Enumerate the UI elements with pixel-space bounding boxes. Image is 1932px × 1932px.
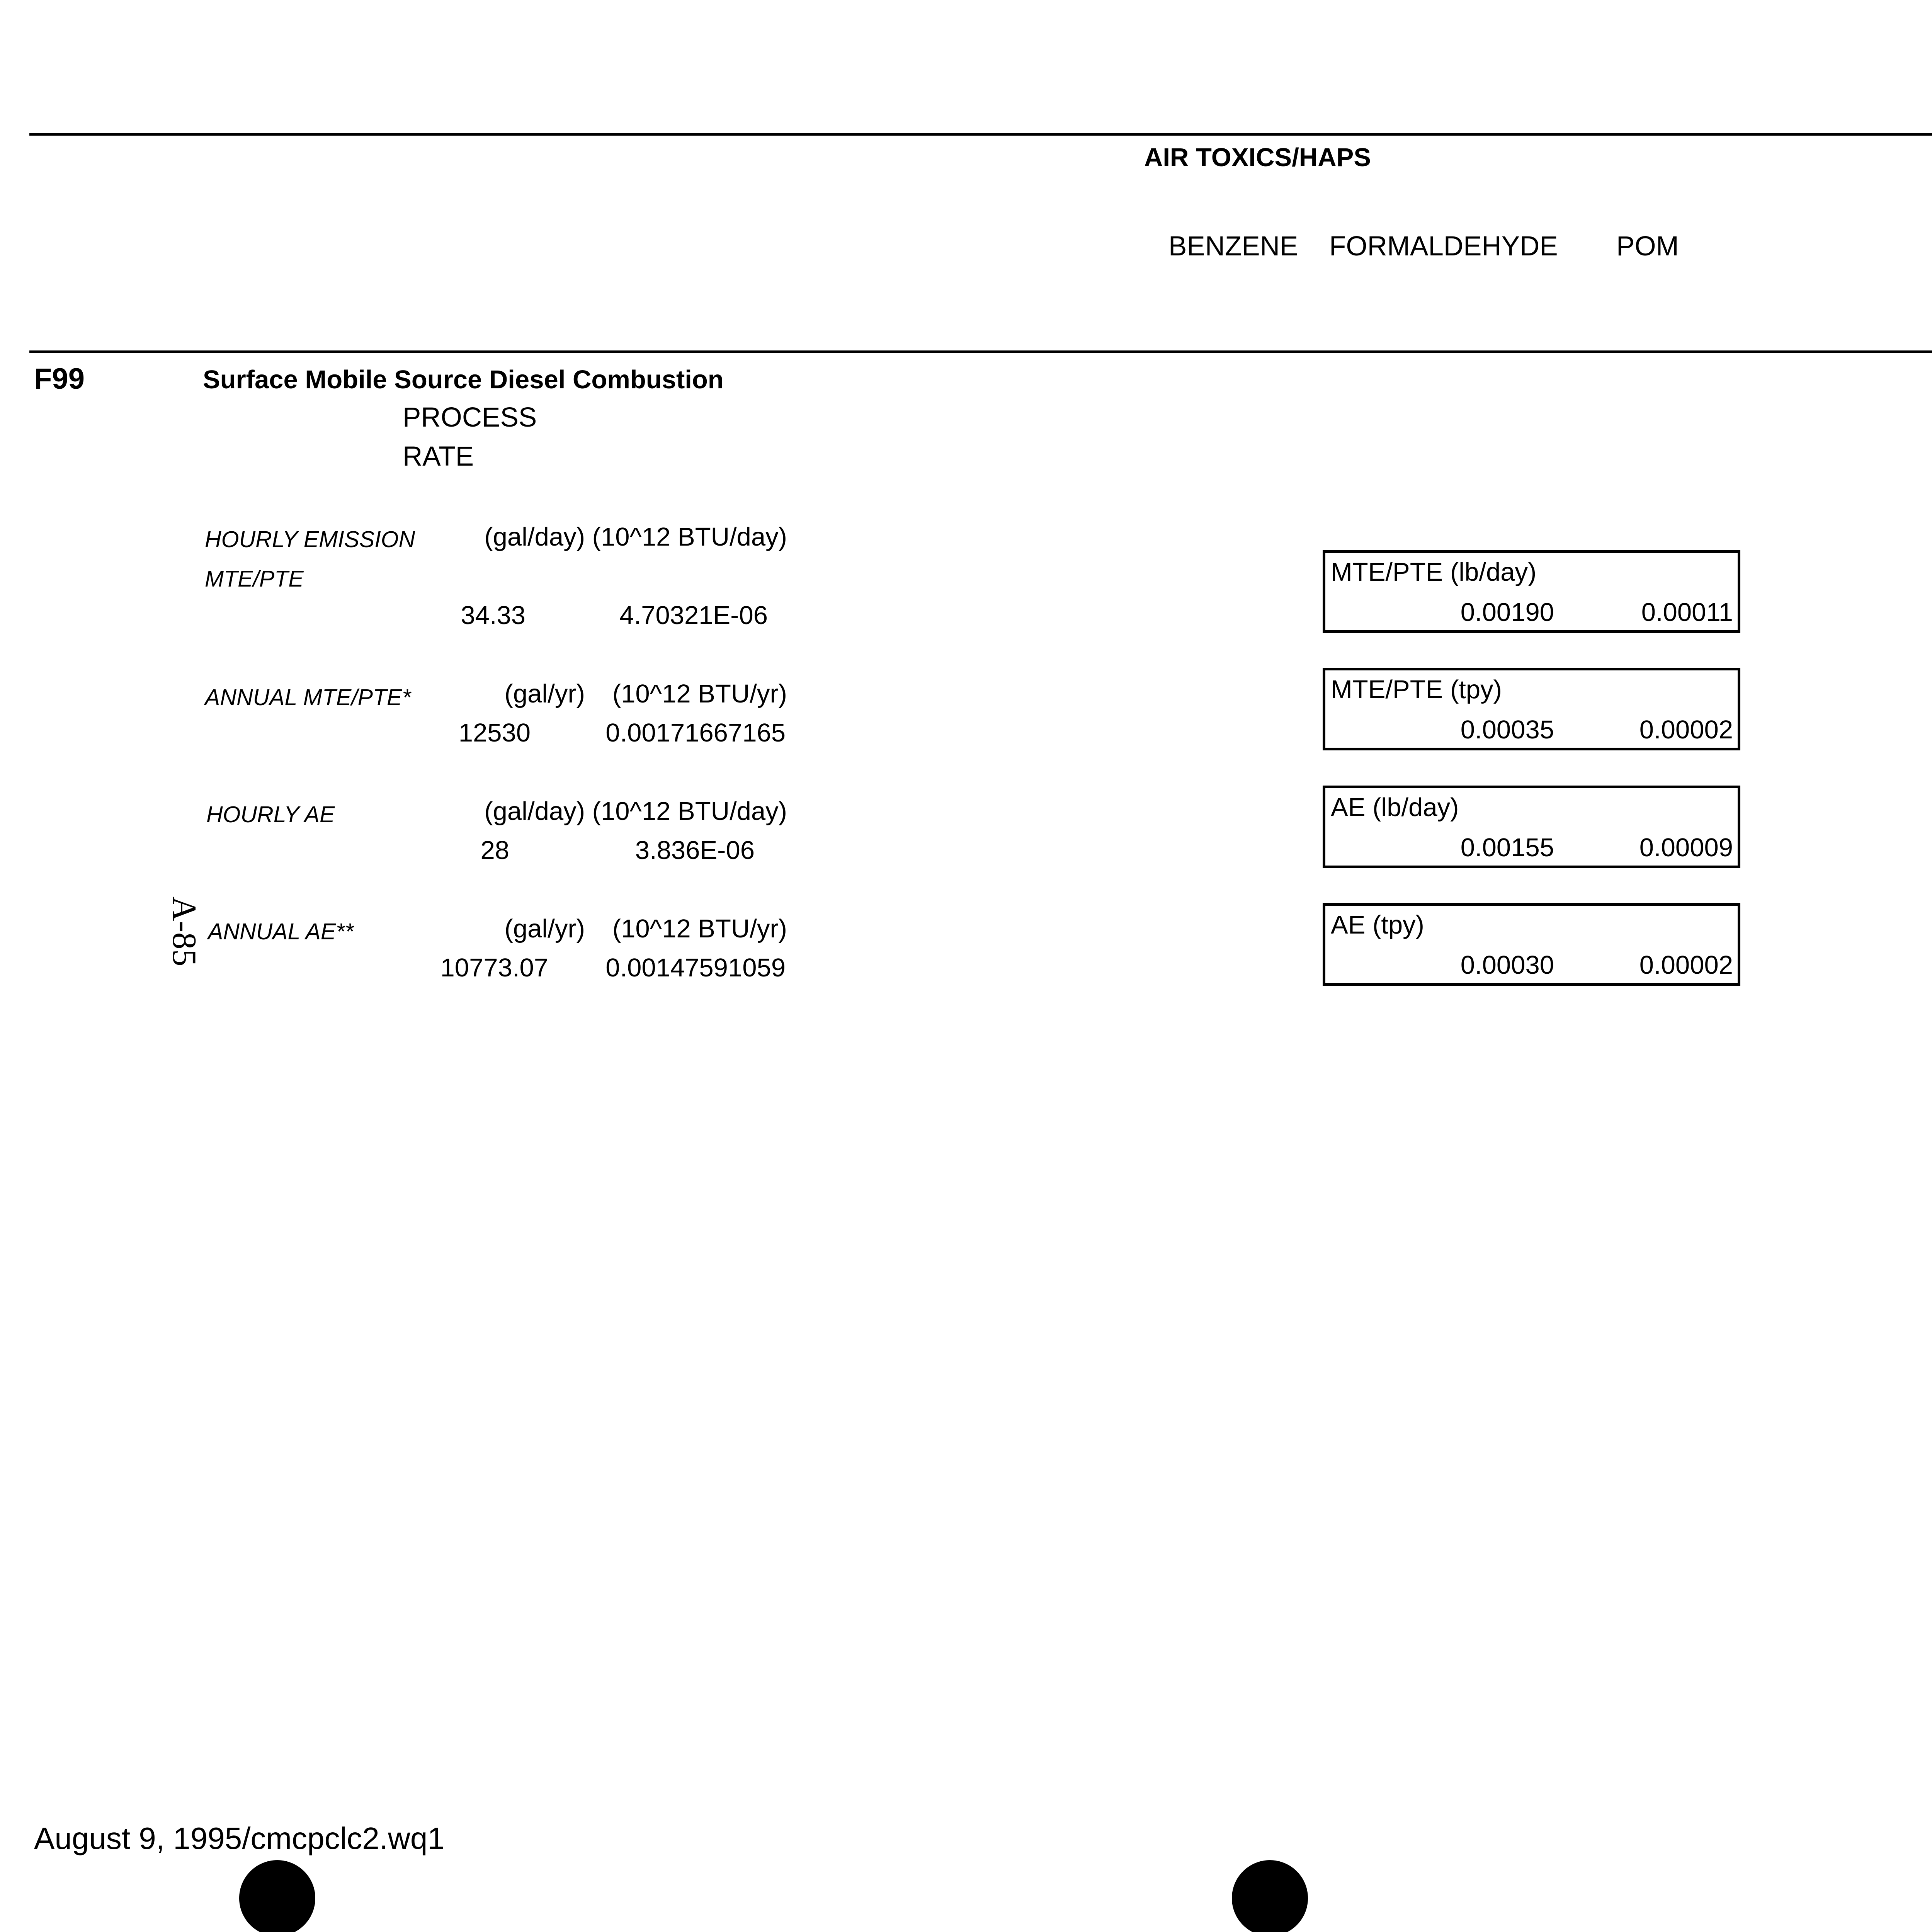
top-rule [29, 133, 1932, 136]
row-unit-1: (gal/yr) [504, 914, 585, 943]
result-value-benzene: 0.00190 [1460, 598, 1554, 627]
result-box [1323, 786, 1740, 868]
row-value-1: 34.33 [461, 601, 526, 630]
result-value-formaldehyde: 0.00011 [1641, 598, 1733, 627]
row-unit-2: (10^12 BTU/day) [592, 522, 787, 551]
row-label-hourly-emission: HOURLY EMISSION [205, 527, 415, 552]
result-box [1323, 668, 1740, 750]
row-unit-1: (gal/day) [484, 797, 585, 826]
group-title: AIR TOXICS/HAPS [1144, 143, 1371, 172]
result-box [1323, 903, 1740, 986]
header-bottom-rule [29, 350, 1932, 353]
row-label-hourly-ae: HOURLY AE [206, 802, 335, 827]
row-value-2: 3.836E-06 [635, 836, 755, 865]
result-value-benzene: 0.00035 [1460, 715, 1554, 744]
result-value-formaldehyde: 0.00009 [1639, 833, 1733, 862]
row-value-2: 0.00171667165 [605, 718, 786, 747]
result-box [1323, 550, 1740, 633]
punch-hole-left [239, 1860, 315, 1932]
result-box-title: MTE/PTE (lb/day) [1331, 558, 1537, 587]
page-number: A-85 [165, 896, 203, 966]
result-value-benzene: 0.00030 [1460, 951, 1554, 980]
row-label-annual-mte-pte: ANNUAL MTE/PTE* [205, 685, 411, 710]
row-unit-2: (10^12 BTU/yr) [612, 679, 787, 708]
row-value-2: 4.70321E-06 [619, 601, 768, 630]
row-unit-1: (gal/yr) [504, 679, 585, 708]
source-code: F99 [34, 362, 85, 395]
row-unit-2: (10^12 BTU/day) [592, 797, 787, 826]
punch-hole-center [1232, 1860, 1308, 1932]
row-unit-2: (10^12 BTU/yr) [612, 914, 787, 943]
result-box-title: AE (tpy) [1331, 910, 1424, 939]
result-value-benzene: 0.00155 [1460, 833, 1554, 862]
row-label-annual-ae: ANNUAL AE** [208, 919, 354, 944]
footer-date-file: August 9, 1995/cmcpclc2.wq1 [34, 1821, 445, 1855]
process-label: PROCESS [403, 402, 537, 433]
rate-label: RATE [403, 441, 474, 472]
result-box-title: MTE/PTE (tpy) [1331, 675, 1502, 704]
column-header-pom: POM [1616, 231, 1679, 262]
row-value-1: 12530 [458, 718, 531, 747]
row-value-2: 0.00147591059 [605, 953, 786, 982]
row-sublabel-mte-pte: MTE/PTE [205, 566, 304, 592]
result-box-title: AE (lb/day) [1331, 793, 1459, 822]
column-header-benzene: BENZENE [1168, 231, 1298, 262]
row-unit-1: (gal/day) [484, 522, 585, 551]
row-value-1: 28 [480, 836, 509, 865]
source-name: Surface Mobile Source Diesel Combustion [203, 365, 724, 394]
column-header-formaldehyde: FORMALDEHYDE [1329, 231, 1558, 262]
result-value-formaldehyde: 0.00002 [1639, 715, 1733, 744]
row-value-1: 10773.07 [440, 953, 548, 982]
result-value-formaldehyde: 0.00002 [1639, 951, 1733, 980]
